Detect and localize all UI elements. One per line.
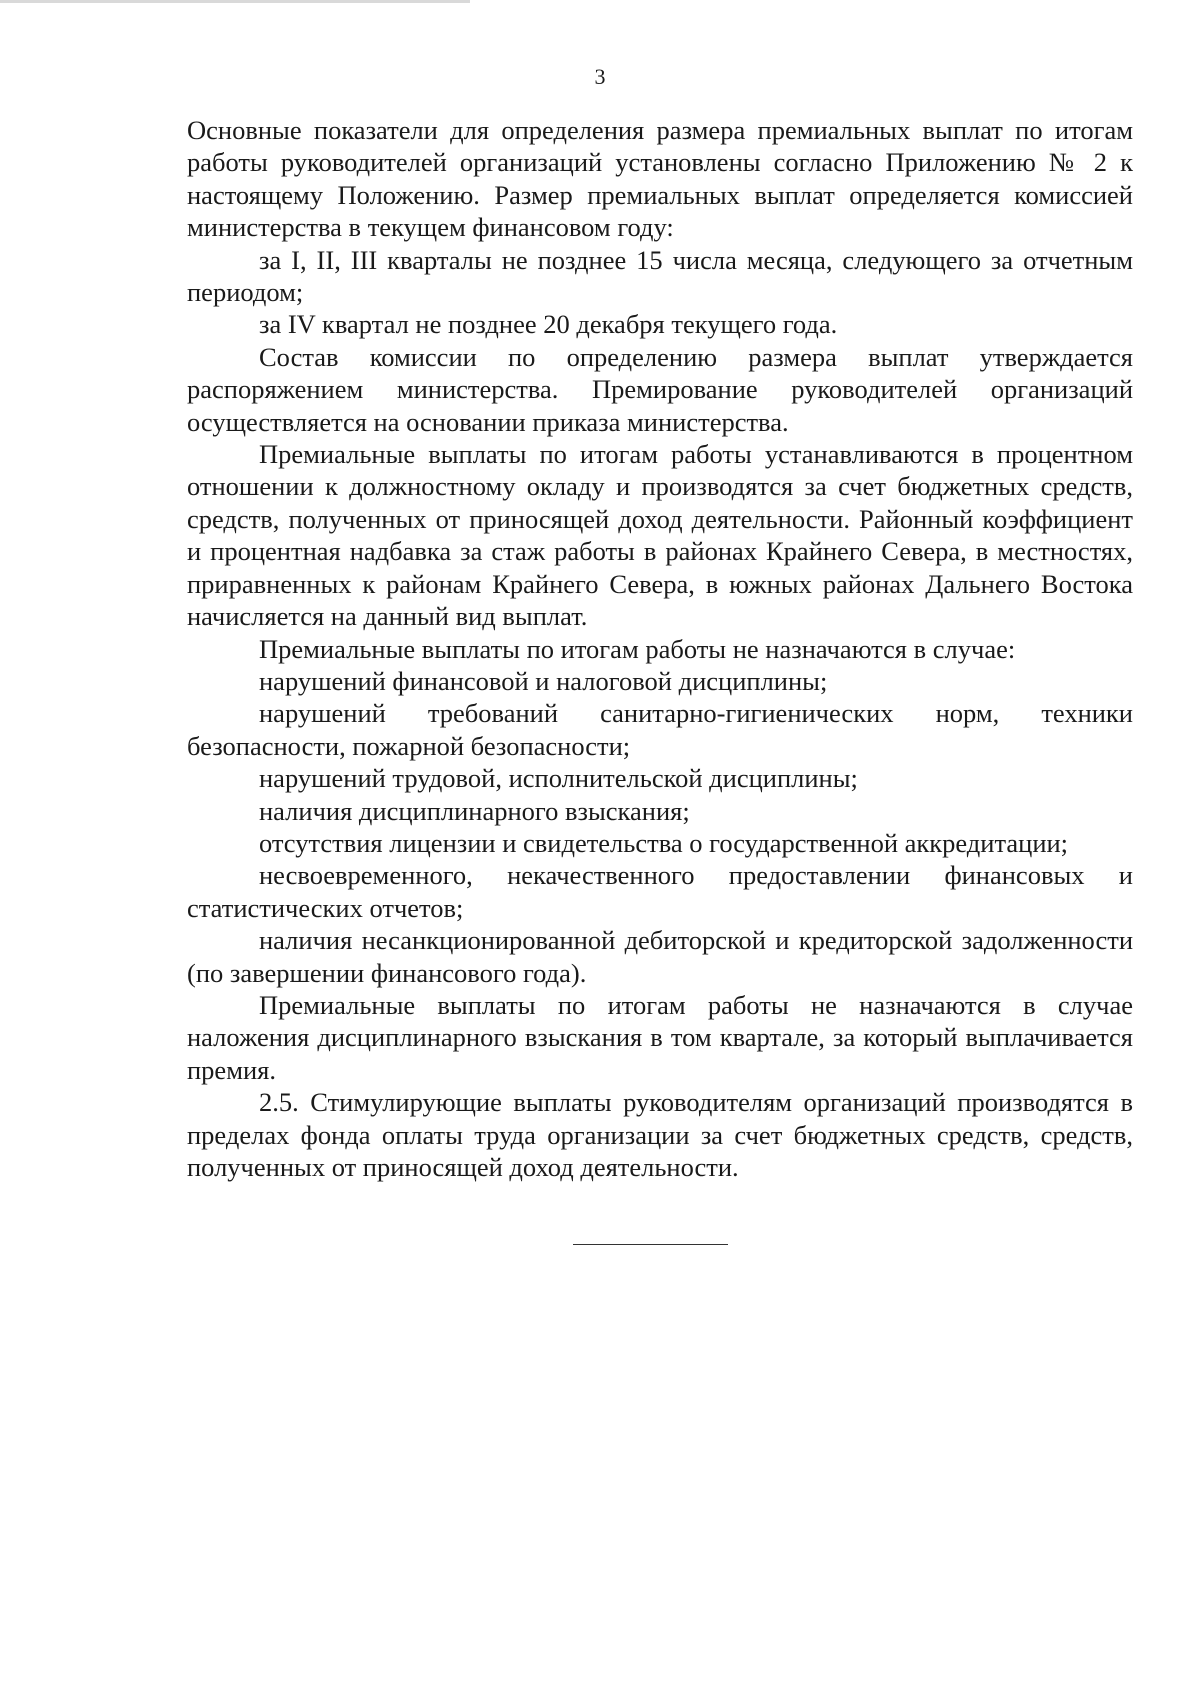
paragraph-section-2-5: 2.5. Стимулирующие выплаты руководителям организаций производятся в пределах фонда оплаты труда организации за счет бюджетных средств, средств, полученных от приносящей доход деятельности.	[187, 1087, 1133, 1182]
page-number: 3	[594, 64, 606, 89]
document-body	[187, 114, 1133, 1183]
list-item-debts: наличия несанкционированной дебиторской и кредиторской задолженности (по завершении финансового года).	[187, 925, 1133, 988]
list-item-reports: несвоевременного, некачественного предоставлении финансовых и статистических отчетов;	[187, 860, 1133, 923]
list-item-disciplinary-penalty: наличия дисциплинарного взыскания;	[259, 795, 690, 826]
paragraph-disciplinary-quarter: Премиальные выплаты по итогам работы не назначаются в случае наложения дисциплинарного взыскания в том квартале, за который выплачивается премия.	[187, 989, 1133, 1085]
list-item-license: отсутствия лицензии и свидетельства о государственной аккредитации;	[259, 827, 1069, 858]
list-item-financial-discipline: нарушений финансовой и налоговой дисциплины;	[259, 665, 828, 696]
paragraph-quarter-4: за IV квартал не позднее 20 декабря текущего года.	[259, 309, 838, 340]
end-of-document-rule	[573, 1244, 728, 1245]
paragraph-not-assigned: Премиальные выплаты по итогам работы не назначаются в случае:	[259, 633, 1016, 664]
paragraph-main-indicators: Основные показатели для определения размера премиальных выплат по итогам работы руководителей организаций установлены согласно Приложению № 2 к настоящему Положению. Размер премиальных выплат определяется комиссией министерства в текущем финансовом году:	[187, 115, 1133, 243]
scan-edge-line	[0, 0, 470, 3]
paragraph-bonus-percentage: Премиальные выплаты по итогам работы устанавливаются в процентном отношении к должностному окладу и производятся за счет бюджетных средств, средств, полученных от приносящей доход деятельности. Районный коэффициент и процентная надбавка за стаж работы в районах Крайнего Севера, в местностях, приравненных к районам Крайнего Севера, в южных районах Дальнего Востока начисляется на данный вид выплат.	[187, 439, 1133, 632]
paragraph-commission: Состав комиссии по определению размера выплат утверждается распоряжением министерства. Премирование руководителей организаций осуществляется на основании приказа министерства.	[187, 341, 1133, 437]
paragraph-quarters-1-3: за I, II, III кварталы не позднее 15 числа месяца, следующего за отчетным периодом;	[187, 244, 1133, 308]
list-item-labor-discipline: нарушений трудовой, исполнительской дисциплины;	[259, 763, 858, 794]
list-item-sanitary-norms: нарушений требований санитарно-гигиенических норм, техники безопасности, пожарной безопасности;	[187, 698, 1133, 761]
